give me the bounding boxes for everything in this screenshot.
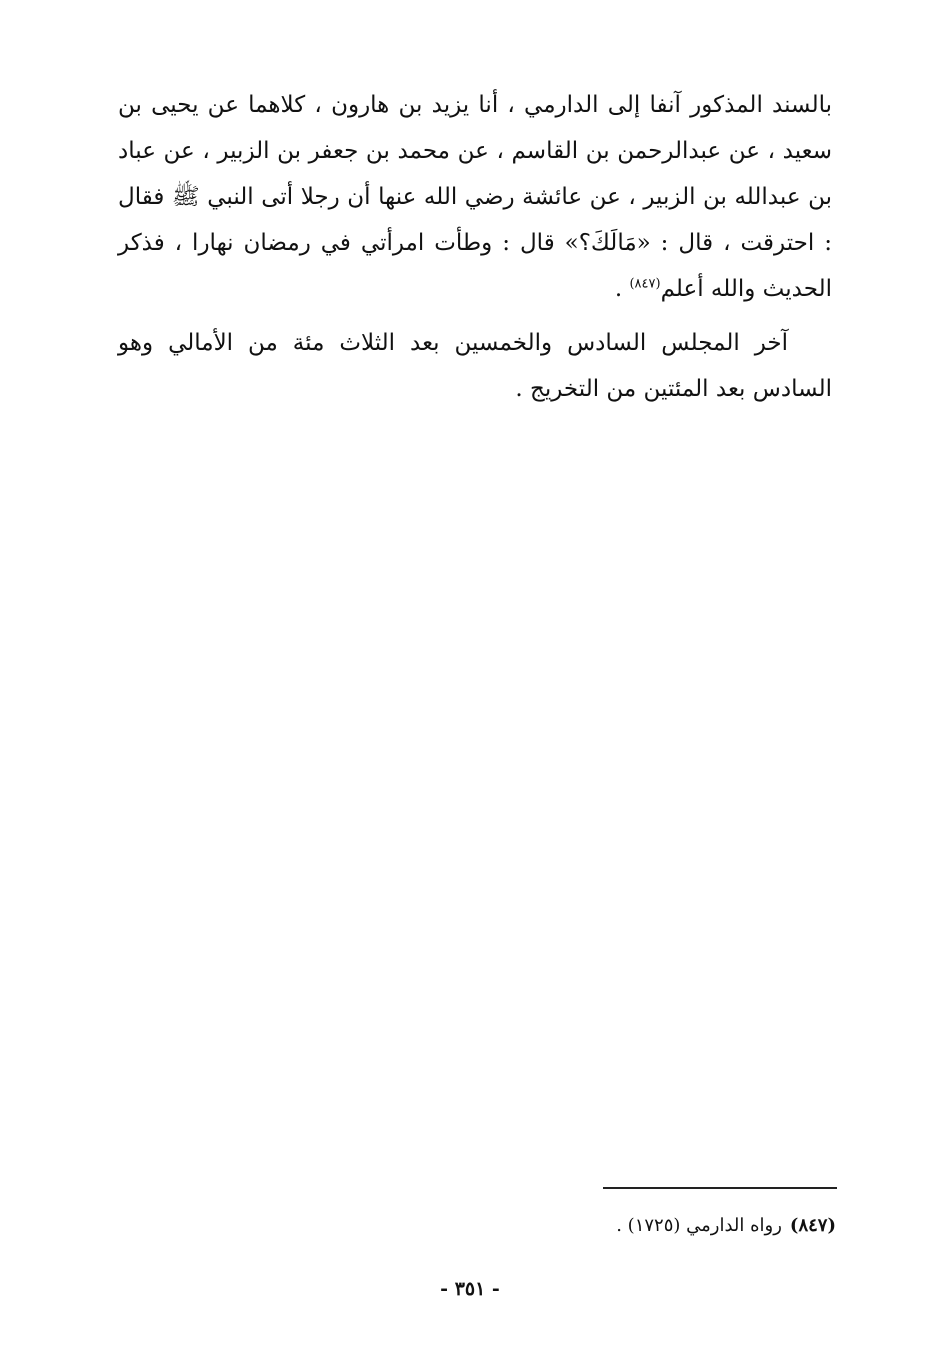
footnote-reference[interactable]: (٨٤٧) [629,276,661,292]
body-text [118,82,832,412]
footnote-text: رواه الدارمي (١٧٢٥) . [616,1215,782,1236]
paragraph-hadith [118,82,832,312]
paragraph-hadith-text: بالسند المذكور آنفا إلى الدارمي ، أنا يزيد بن هارون ، كلاهما عن يحيى بن سعيد ، عن عبدالرحمن بن القاسم ، عن محمد بن جعفر بن الزبير ، عن عباد بن عبدالله بن الزبير ، عن عائشة رضي الله عنها أن رجلا أتى النبي ﷺ فقال : احترقت ، قال : «مَالَكَ؟» قال : وطأت امرأتي في رمضان نهارا ، فذكر الحديث والله أعلم [118,92,832,302]
paragraph-session-end: آخر المجلس السادس والخمسين بعد الثلاث مئة من الأمالي وهو السادس بعد المئتين من التخريج . [118,330,832,402]
paragraph-hadith-end: . [614,276,630,302]
footnote-divider [603,1187,837,1189]
footnote-number: (٨٤٧) [789,1215,836,1236]
page-number: - ٣٥١ - [440,1278,500,1300]
footnote [450,1212,836,1240]
